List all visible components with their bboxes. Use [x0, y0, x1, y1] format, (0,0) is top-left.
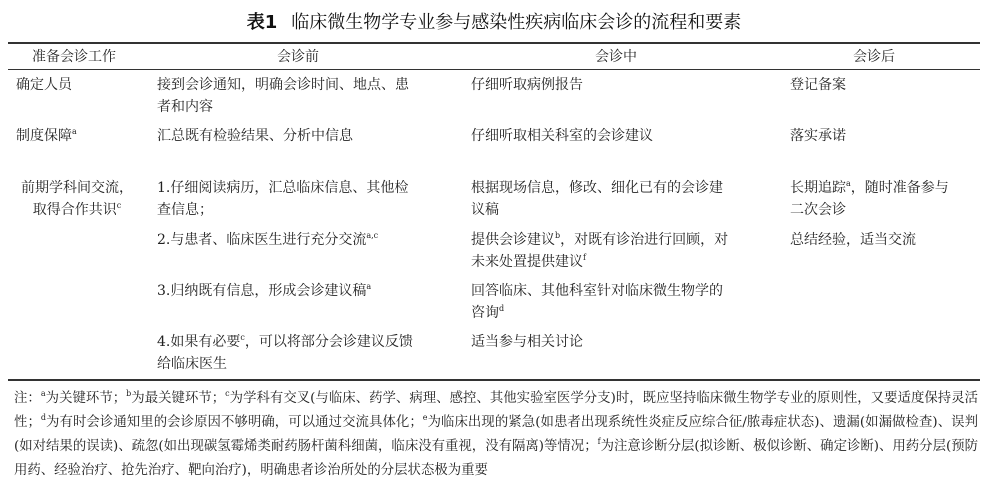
row2-category — [16, 125, 77, 147]
row3-category-line2 — [16, 199, 138, 221]
header-before: 会诊前 — [277, 49, 319, 65]
header-after: 会诊后 — [853, 49, 895, 65]
row3-category-line2-text: 取得合作共识 — [32, 202, 117, 218]
row3-during-item2-sup1: b — [555, 231, 561, 240]
row3-during-item3-line2-text: 咨询 — [471, 305, 499, 321]
row3-before-item2-sup: a,c — [366, 231, 379, 240]
footnote-a-sup: a — [40, 389, 46, 398]
row3-during-item2-sup2: f — [583, 253, 586, 262]
row3-before-item3-text: 3.归纳既有信息，形成会诊建议稿 — [157, 283, 367, 299]
footnote-b-sup: b — [126, 389, 132, 398]
header-prep: 准备会诊工作 — [32, 49, 116, 65]
header-rule — [8, 69, 980, 70]
row2-during: 仔细听取相关科室的会诊建议 — [471, 128, 653, 144]
row2-category-text: 制度保障 — [16, 128, 72, 144]
row1-before-line1: 接到会诊通知，明确会诊时间、地点、患 — [157, 77, 409, 93]
row3-during-item2-c: 未来处置提供建议 — [471, 254, 583, 270]
row3-during-item2-b: ，对既有诊治进行回顾，对 — [560, 232, 729, 248]
footnote-d-sup: d — [40, 413, 46, 422]
row3-during-item1 — [471, 177, 723, 221]
row3-before-item3-sup: a — [366, 282, 372, 291]
table-caption — [0, 8, 988, 38]
row3-before-item4-post: ，可以将部分会诊建议反馈 — [244, 334, 413, 350]
row3-before-item1-line2: 查信息； — [157, 202, 213, 218]
row3-before-item4-sup: c — [240, 333, 245, 342]
row3-after-item1-line2: 二次会诊 — [790, 202, 846, 218]
row3-before-item2 — [157, 229, 378, 251]
row3-during-item3-line1: 回答临床、其他科室针对临床微生物学的 — [471, 283, 723, 299]
row3-during-item3-sup: d — [499, 304, 505, 313]
row3-before-item4-line1 — [157, 331, 413, 353]
row3-after-item1-b: ，随时准备参与 — [850, 180, 949, 196]
table-footnote — [14, 387, 978, 483]
row3-after-item2: 总结经验，适当交流 — [790, 232, 916, 248]
row3-before-item4-line2: 给临床医生 — [157, 356, 227, 372]
row1-after: 登记备案 — [790, 77, 846, 93]
row3-during-item2 — [471, 229, 728, 273]
row2-category-sup: a — [72, 127, 77, 136]
row3-during-item2-line1 — [471, 229, 728, 251]
table-title: 临床微生物学专业参与感染性疾病临床会诊的流程和要素 — [291, 12, 742, 33]
row3-during-item2-a: 提供会诊建议 — [471, 232, 555, 248]
footnote-d-text: 为有时会诊通知里的会诊原因不够明确，可以通过交流具体化； — [45, 415, 423, 430]
row3-category — [16, 177, 138, 221]
footnote-a-text: 为关键环节； — [45, 391, 127, 406]
footnote-c-sup: c — [225, 389, 230, 398]
header-during: 会诊中 — [595, 49, 637, 65]
row1-during: 仔细听取病例报告 — [471, 77, 583, 93]
footnote-c-text: 为学科有交叉(与临床、药学、病理、感控、其他实验室医学分支)时，既应坚持临床微生物学专业的原则性，又要适度保持灵活性； — [14, 391, 979, 430]
row3-before-item2-text: 2.与患者、临床医生进行充分交流 — [157, 232, 367, 248]
row2-after: 落实承诺 — [790, 128, 846, 144]
row3-during-item1-line1: 根据现场信息，修改、细化已有的会诊建 — [471, 180, 723, 196]
row1-before — [157, 74, 409, 118]
row3-during-item3-line2 — [471, 302, 723, 324]
footnote-f-text: 为注意诊断分层(拟诊断、极似诊断、确定诊断)、用药分层(预防用药、经验治疗、抢先治疗、靶向治疗)，明确患者诊治所处的分层状态极为重要 — [14, 439, 978, 478]
row3-after-item1 — [790, 177, 949, 221]
row1-category: 确定人员 — [16, 77, 72, 93]
footnote-b-text: 为最关键环节； — [131, 391, 226, 406]
footnote-e-sup: e — [422, 413, 428, 422]
row3-before-item1-line1: 1.仔细阅读病历，汇总临床信息、其他检 — [157, 180, 409, 196]
row3-after-item1-a: 长期追踪 — [790, 180, 846, 196]
row3-before-item3 — [157, 280, 371, 302]
footnote-f-sup: f — [597, 437, 601, 446]
row3-before-item4 — [157, 331, 413, 375]
row3-before-item1 — [157, 177, 408, 221]
top-rule — [8, 42, 980, 44]
row3-during-item4: 适当参与相关讨论 — [471, 334, 583, 350]
footnote-e-text: 为临床出现的紧急(如患者出现系统性炎症反应综合征/脓毒症状态)、遗漏(如漏做检查)、误判(如对结果的误读)、疏忽(如出现碳氢霉烯类耐药肠杆菌科细菌，临床没有重视，没有隔离)等情况； — [14, 415, 979, 454]
footnote-prefix: 注： — [14, 391, 41, 406]
row3-during-item2-line2 — [471, 251, 728, 273]
row2-before: 汇总既有检验结果、分析中信息 — [157, 128, 353, 144]
row3-before-item4-pre: 4.如果有必要 — [157, 334, 241, 350]
table-label: 表1 — [246, 12, 278, 33]
row3-category-line1: 前期学科间交流， — [21, 180, 133, 196]
row1-before-line2: 者和内容 — [157, 99, 213, 115]
row3-after-item1-line1 — [790, 177, 949, 199]
row3-category-sup: c — [116, 201, 122, 210]
row3-during-item1-line2: 议稿 — [471, 202, 499, 218]
bottom-rule — [8, 379, 980, 381]
row3-during-item3 — [471, 280, 723, 324]
row3-after-item1-sup: a — [846, 179, 851, 188]
